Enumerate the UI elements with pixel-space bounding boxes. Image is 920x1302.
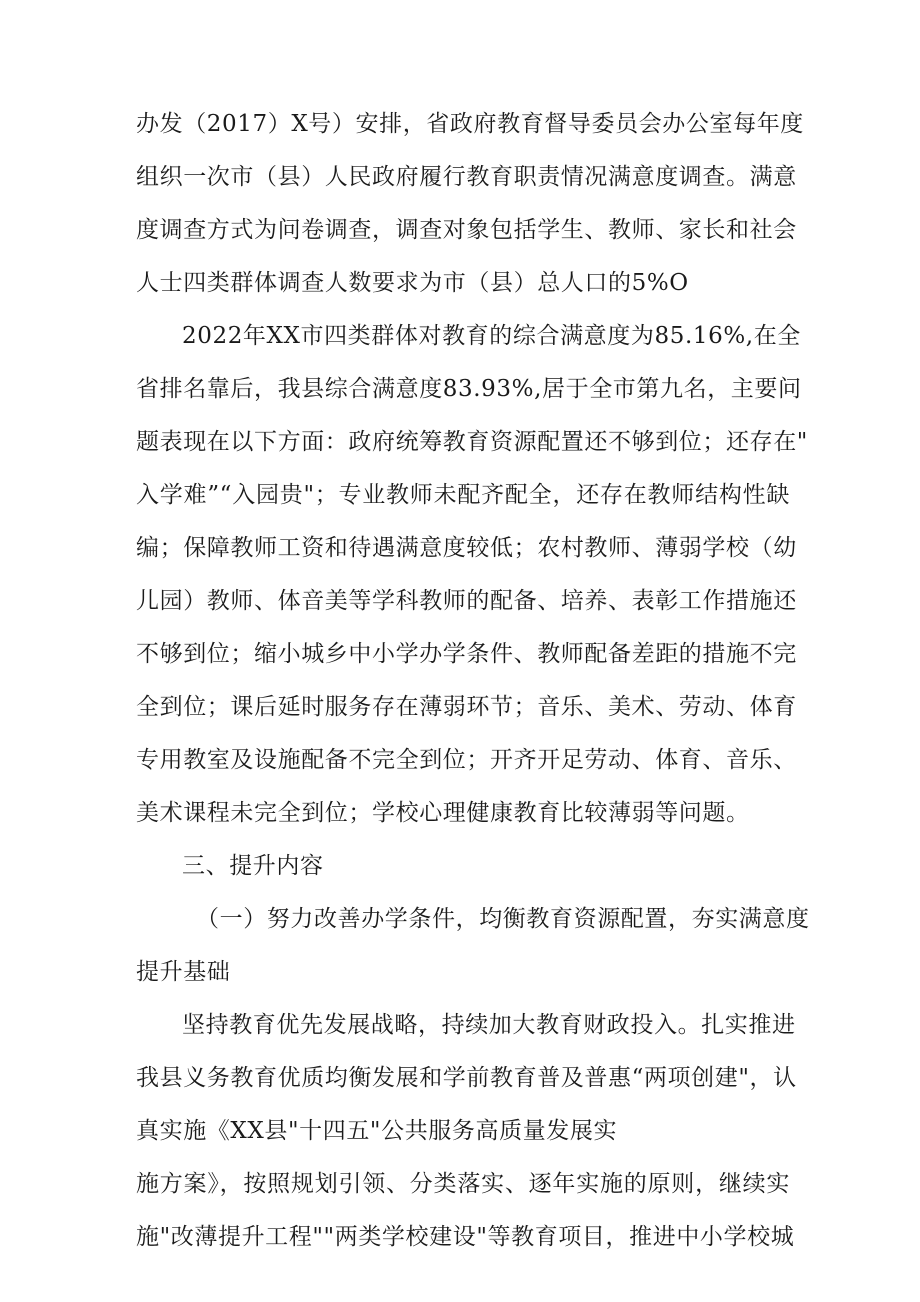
text-line-1: 办发（2017）X号）安排，省政府教育督导委员会办公室每年度 bbox=[136, 111, 804, 137]
text-line-2: 组织一次市（县）人民政府履行教育职责情况满意度调查。满意 bbox=[136, 164, 797, 190]
text-line-3: 度调查方式为问卷调查，调查对象包括学生、教师、家长和社会 bbox=[136, 217, 797, 243]
subsection-heading-line-2: 提升基础 bbox=[136, 959, 231, 985]
text-line-12: 全到位；课后延时服务存在薄弱环节；音乐、美术、劳动、体育 bbox=[136, 694, 797, 720]
subsection-heading-line-1: （一）努力改善办学条件，均衡教育资源配置，夯实满意度 bbox=[196, 906, 810, 932]
text-line-11: 不够到位；缩小城乡中小学办学条件、教师配备差距的措施不完 bbox=[136, 641, 797, 667]
text-line-14: 美术课程未完全到位；学校心理健康教育比较薄弱等问题。 bbox=[136, 800, 750, 826]
text-line-4: 人士四类群体调查人数要求为市（县）总人口的5%O bbox=[136, 270, 689, 296]
section-heading: 三、提升内容 bbox=[182, 853, 324, 879]
text-line-20: 真实施《XX县"十四五"公共服务高质量发展实 bbox=[136, 1118, 618, 1144]
text-line-5: 2022年XX市四类群体对教育的综合满意度为85.16%,在全 bbox=[182, 323, 801, 349]
text-line-18: 坚持教育优先发展战略，持续加大教育财政投入。扎实推进 bbox=[182, 1012, 796, 1038]
text-line-21: 施方案》，按照规划引领、分类落实、逐年实施的原则，继续实 bbox=[136, 1171, 790, 1197]
text-line-9: 编；保障教师工资和待遇满意度较低；农村教师、薄弱学校（幼 bbox=[136, 535, 797, 561]
text-line-6: 省排名靠后，我县综合满意度83.93%,居于全市第九名，主要问 bbox=[136, 376, 802, 402]
text-line-10: 儿园）教师、体音美等学科教师的配备、培养、表彰工作措施还 bbox=[136, 588, 797, 614]
text-line-19: 我县义务教育优质均衡发展和学前教育普及普惠“两项创建"，认 bbox=[136, 1065, 797, 1091]
text-line-22: 施"改薄提升工程""两类学校建设"等教育项目，推进中小学校城 bbox=[136, 1224, 795, 1250]
text-line-8: 入学难”“入园贵"；专业教师未配齐配全，还存在教师结构性缺 bbox=[136, 482, 790, 508]
text-line-7: 题表现在以下方面：政府统筹教育资源配置还不够到位；还存在" bbox=[136, 429, 808, 455]
text-line-13: 专用教室及设施配备不完全到位；开齐开足劳动、体育、音乐、 bbox=[136, 747, 797, 773]
